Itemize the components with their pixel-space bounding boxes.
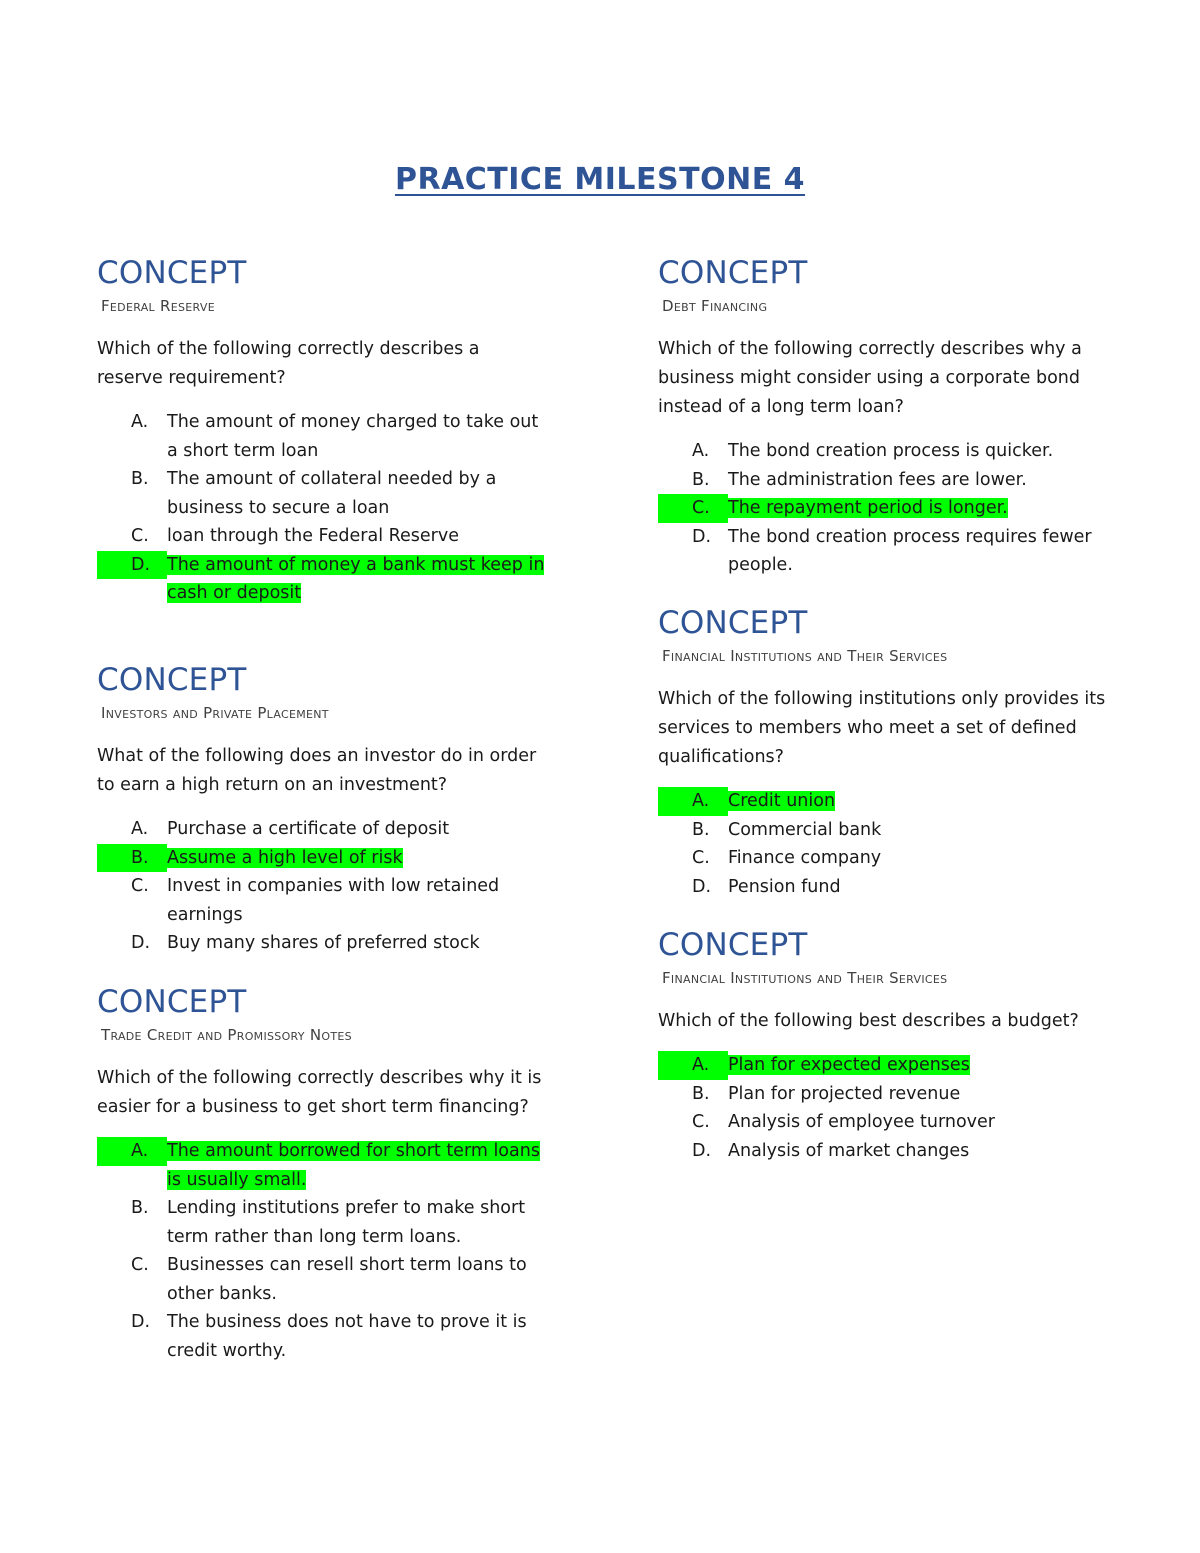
answer-option-correct [658, 787, 1108, 816]
answer-option [658, 466, 1108, 495]
answer-options [97, 815, 547, 958]
option-text: The repayment period is longer. [728, 498, 1008, 518]
option-text: Buy many shares of preferred stock [167, 933, 480, 953]
option-text: loan through the Federal Reserve [167, 526, 459, 546]
option-letter: D. [131, 1312, 151, 1332]
question-text: Which of the following correctly describes a reserve requirement? [97, 339, 480, 388]
option-text: Pension fund [728, 876, 841, 897]
question-text: Which of the following best describes a budget? [658, 1011, 1079, 1031]
answer-option [97, 1251, 547, 1308]
concept-subheading: Financial Institutions and Their Services [662, 647, 948, 665]
answer-option [97, 815, 547, 844]
option-text: The amount of money charged to take out a short term loan [167, 412, 539, 461]
answer-option [658, 1137, 1108, 1166]
option-letter: A. [97, 1137, 167, 1194]
option-text: Analysis of market changes [728, 1140, 970, 1161]
option-letter: D. [131, 933, 151, 953]
option-letter: A. [131, 819, 149, 839]
option-text: Businesses can resell short term loans to other banks. [167, 1255, 527, 1304]
concept-subheading: Investors and Private Placement [101, 704, 329, 722]
concept-block [97, 985, 547, 1365]
option-letter: C. [692, 848, 710, 868]
answer-option [658, 437, 1108, 466]
concept-heading: CONCEPT [97, 984, 247, 1020]
option-text: Lending institutions prefer to make short term rather than long term loans. [167, 1198, 526, 1247]
concept-heading: CONCEPT [97, 662, 247, 698]
option-text: Analysis of employee turnover [728, 1112, 995, 1132]
option-letter: A. [131, 412, 149, 432]
option-letter: C. [131, 1255, 149, 1275]
concept-heading: CONCEPT [658, 605, 808, 641]
option-letter: A. [658, 787, 728, 816]
answer-option [658, 523, 1108, 580]
concept-block [97, 663, 547, 958]
answer-option-correct [658, 1051, 1108, 1080]
answer-option [658, 816, 1108, 845]
option-text: Commercial bank [728, 819, 882, 840]
question-text: Which of the following correctly describes why a business might consider using a corporate bond instead of a long term loan? [658, 339, 1082, 417]
concept-block [658, 928, 1108, 1165]
question-text: Which of the following correctly describes why it is easier for a business to get short term financing? [97, 1068, 542, 1117]
option-letter: A. [692, 441, 710, 461]
question-text: What of the following does an investor do in order to earn a high return on an investment? [97, 746, 537, 795]
option-text: Purchase a certificate of deposit [167, 819, 450, 839]
concept-block [658, 606, 1108, 901]
question-text: Which of the following institutions only provides its services to members who meet a set of defined qualifications? [658, 689, 1106, 767]
concept-block [97, 256, 547, 608]
option-text: Finance company [728, 848, 882, 868]
concept-heading: CONCEPT [658, 927, 808, 963]
option-text: The business does not have to prove it is credit worthy. [167, 1312, 527, 1361]
option-text: The amount of collateral needed by a business to secure a loan [167, 469, 497, 518]
answer-option [97, 1308, 547, 1365]
option-letter: C. [131, 876, 149, 896]
answer-options [97, 1137, 547, 1365]
concept-heading: CONCEPT [658, 255, 808, 291]
answer-option-correct [97, 844, 547, 873]
answer-option [97, 522, 547, 551]
option-letter: A. [658, 1051, 728, 1080]
option-letter: C. [658, 494, 728, 523]
answer-option [658, 1080, 1108, 1109]
answer-option [97, 465, 547, 522]
answer-options [658, 437, 1108, 580]
option-letter: C. [131, 526, 149, 546]
option-letter: D. [692, 526, 712, 547]
option-text: The administration fees are lower. [728, 469, 1027, 490]
answer-options [97, 408, 547, 608]
option-text: Invest in companies with low retained earnings [167, 876, 500, 925]
answer-option [658, 1108, 1108, 1137]
answer-option [658, 873, 1108, 902]
option-text: The amount of money a bank must keep in cash or deposit [167, 554, 545, 603]
concept-subheading: Financial Institutions and Their Services [662, 969, 948, 987]
option-text: The bond creation process requires fewer people. [728, 526, 1092, 575]
option-text: The bond creation process is quicker. [728, 441, 1054, 461]
option-letter: B. [692, 469, 710, 490]
answer-options [658, 1051, 1108, 1165]
concept-subheading: Federal Reserve [101, 297, 215, 315]
option-text: Credit union [728, 791, 836, 811]
option-letter: B. [131, 1198, 149, 1218]
answer-option [97, 872, 547, 929]
option-text: Plan for projected revenue [728, 1083, 961, 1104]
option-letter: B. [97, 844, 167, 873]
answer-option-correct [97, 1137, 547, 1194]
answer-option-correct [97, 551, 547, 608]
option-text: Assume a high level of risk [167, 847, 403, 868]
answer-option [97, 1194, 547, 1251]
answer-options [658, 787, 1108, 901]
answer-option [97, 929, 547, 958]
answer-option [97, 408, 547, 465]
option-letter: D. [97, 551, 167, 608]
option-letter: D. [692, 876, 712, 897]
option-text: Plan for expected expenses [728, 1055, 970, 1075]
option-letter: C. [692, 1112, 710, 1132]
concept-subheading: Trade Credit and Promissory Notes [101, 1026, 352, 1044]
option-letter: B. [692, 1083, 710, 1104]
concept-block [658, 256, 1108, 580]
concept-heading: CONCEPT [97, 255, 247, 291]
option-letter: B. [131, 469, 149, 489]
option-letter: D. [692, 1140, 712, 1161]
option-letter: B. [692, 819, 710, 840]
concept-subheading: Debt Financing [662, 297, 768, 315]
answer-option [658, 844, 1108, 873]
answer-option-correct [658, 494, 1108, 523]
page-title: PRACTICE MILESTONE 4 [394, 162, 806, 197]
option-text: The amount borrowed for short term loans is usually small. [167, 1141, 540, 1190]
